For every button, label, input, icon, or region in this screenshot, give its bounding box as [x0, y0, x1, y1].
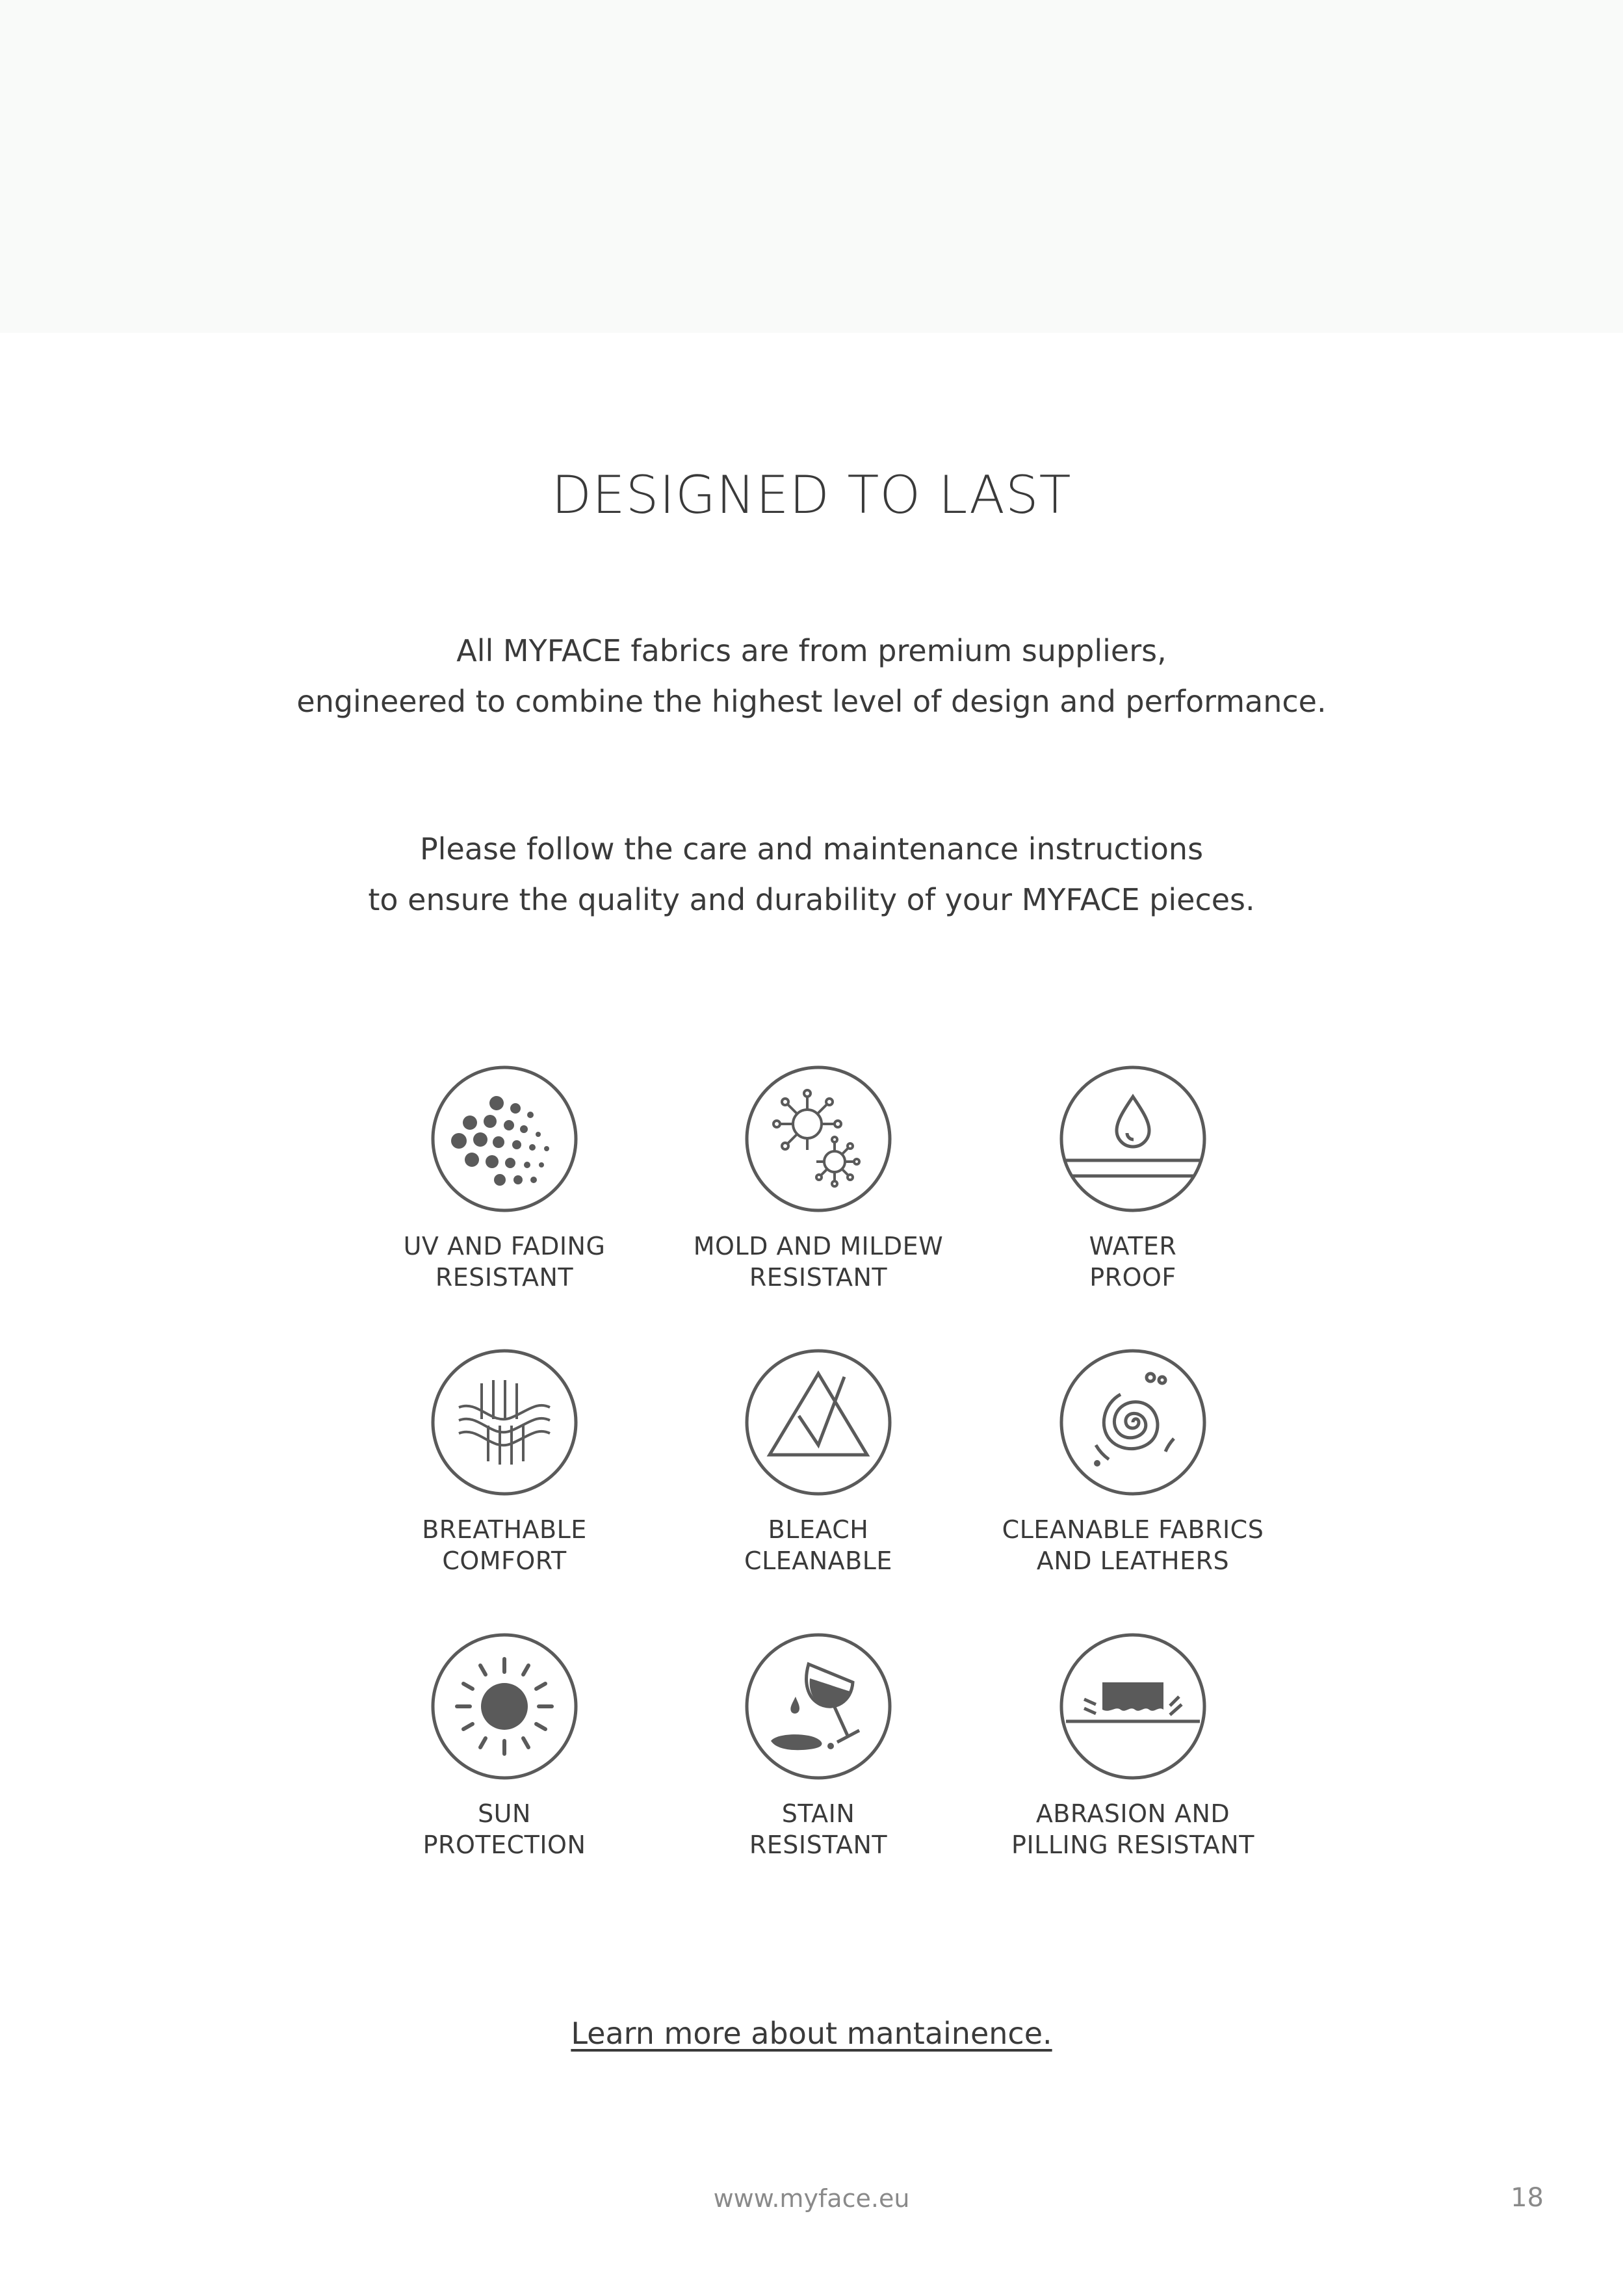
care-line-1: Please follow the care and maintenance instructions [419, 831, 1204, 867]
learn-more-row [0, 2014, 1623, 2053]
uv-dots-icon [430, 1064, 579, 1214]
feature-label: MOLD AND MILDEW RESISTANT [693, 1232, 944, 1292]
intro-line-2: engineered to combine the highest level of design and performance. [296, 684, 1327, 719]
water-drop-icon [1058, 1064, 1208, 1214]
feature-sun-protection [342, 1632, 667, 1860]
intro-paragraph [0, 625, 1623, 727]
feature-label: STAIN RESISTANT [749, 1799, 888, 1859]
feature-mold-mildew [656, 1064, 981, 1293]
abrasion-block-icon [1058, 1632, 1208, 1781]
feature-breathable [342, 1348, 667, 1576]
feature-label: WATER PROOF [1089, 1232, 1177, 1292]
feature-label: UV AND FADING RESISTANT [403, 1232, 606, 1292]
feature-label: BREATHABLE COMFORT [422, 1515, 587, 1575]
breathable-weave-icon [430, 1348, 579, 1497]
feature-label: CLEANABLE FABRICS AND LEATHERS [1002, 1515, 1264, 1575]
care-paragraph [0, 824, 1623, 925]
intro-line-1: All MYFACE fabrics are from premium suppliers, [456, 633, 1167, 668]
page-number: 18 [1511, 2183, 1544, 2213]
wine-glass-stain-icon [744, 1632, 893, 1781]
top-image-band [0, 0, 1623, 333]
feature-uv-fading [342, 1064, 667, 1293]
feature-label: SUN PROTECTION [422, 1799, 586, 1859]
learn-more-link[interactable]: Learn more about mantainence. [571, 2016, 1052, 2051]
page-title: DESIGNED TO LAST [551, 465, 1072, 525]
care-line-2: to ensure the quality and durability of your MYFACE pieces. [368, 882, 1255, 917]
mold-spores-icon [744, 1064, 893, 1214]
bleach-triangle-icon [744, 1348, 893, 1497]
sun-icon [430, 1632, 579, 1781]
feature-cleanable-fabrics [970, 1348, 1295, 1576]
feature-label: BLEACH CLEANABLE [744, 1515, 892, 1575]
feature-bleach-cleanable [656, 1348, 981, 1576]
feature-water-proof [970, 1064, 1295, 1293]
feature-label: ABRASION AND PILLING RESISTANT [1011, 1799, 1254, 1859]
footer-url: www.myface.eu [713, 2184, 910, 2213]
feature-abrasion-pilling [970, 1632, 1295, 1860]
cleanable-swirl-icon [1058, 1348, 1208, 1497]
feature-stain-resistant [656, 1632, 981, 1860]
